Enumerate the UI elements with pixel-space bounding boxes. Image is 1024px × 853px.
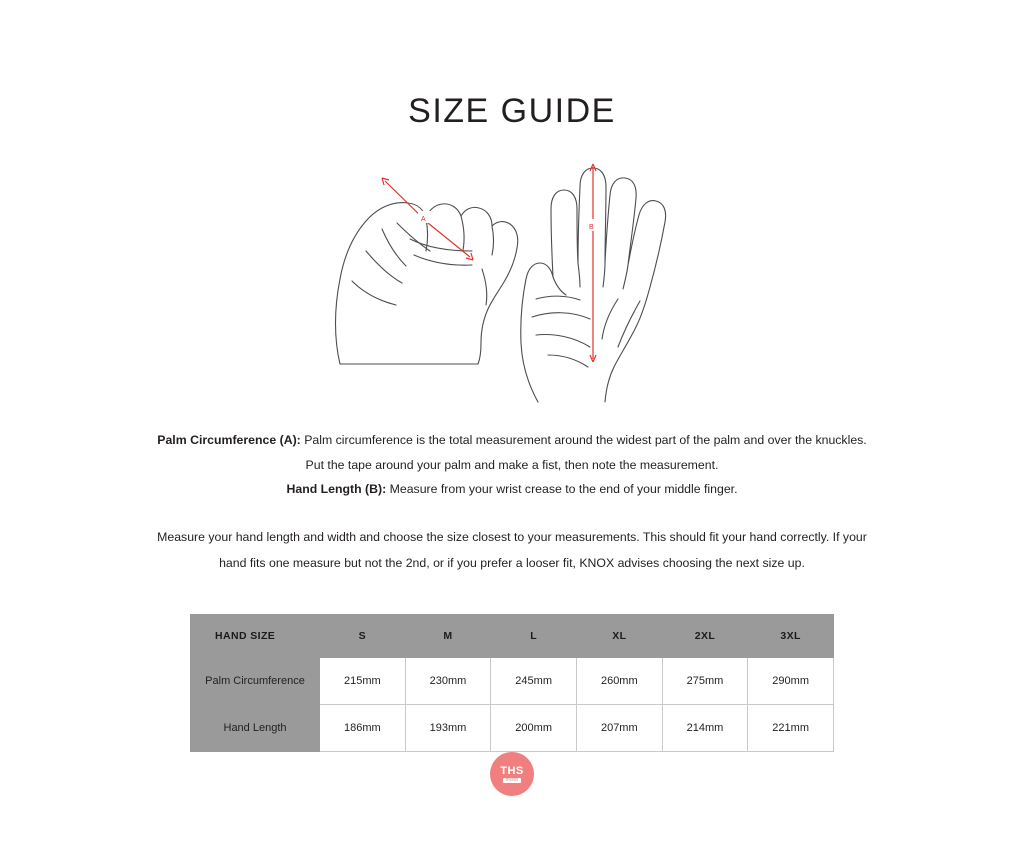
- size-table-body: [191, 657, 834, 751]
- instructions-block: [0, 428, 1024, 576]
- hand-diagram: [0, 159, 1024, 404]
- instruction-line-3: [0, 477, 1024, 502]
- table-header-s: S: [320, 614, 406, 657]
- row-label-palm-circumference: Palm Circumference: [191, 657, 320, 704]
- instruction-line-2: Put the tape around your palm and make a fist, then note the measurement.: [305, 457, 719, 472]
- cell-palm-s: 215mm: [320, 657, 406, 704]
- table-header-l: L: [491, 614, 577, 657]
- cell-palm-2xl: 275mm: [662, 657, 748, 704]
- ths-moto-logo: [490, 752, 534, 796]
- logo-sub-text: moto: [505, 776, 519, 783]
- cell-length-2xl: 214mm: [662, 704, 748, 751]
- cell-palm-3xl: 290mm: [748, 657, 834, 704]
- cell-palm-xl: 260mm: [576, 657, 662, 704]
- table-header-m: M: [405, 614, 491, 657]
- size-table: [190, 614, 834, 752]
- page-title: SIZE GUIDE: [408, 92, 616, 130]
- cell-length-m: 193mm: [405, 704, 491, 751]
- size-table-container: [190, 614, 834, 752]
- instruction-line-1-bold: Palm Circumference (A):: [157, 433, 301, 447]
- cell-length-3xl: 221mm: [748, 704, 834, 751]
- cell-palm-l: 245mm: [491, 657, 577, 704]
- label-b: B: [589, 224, 594, 231]
- instruction-line-3-text: Measure from your wrist crease to the end of your middle finger.: [386, 482, 738, 496]
- table-header-3xl: 3XL: [748, 614, 834, 657]
- instruction-line-3-bold: Hand Length (B):: [286, 482, 387, 496]
- table-header-xl: XL: [576, 614, 662, 657]
- table-row: [191, 704, 834, 751]
- instruction-paragraph-2: Measure your hand length and width and choose the size closest to your measurements. This should fit your hand correctly. If your hand fits one measure but not the 2nd, or if you prefer a looser fit, KNOX advises choosing the next size up.: [157, 529, 867, 570]
- row-label-hand-length: Hand Length: [191, 704, 320, 751]
- cell-length-xl: 207mm: [576, 704, 662, 751]
- label-a: A: [421, 216, 426, 223]
- table-row: [191, 657, 834, 704]
- table-header-row: [191, 614, 834, 657]
- instruction-line-1-text: Palm circumference is the total measurement around the widest part of the palm and over the knuckles.: [300, 433, 867, 447]
- cell-length-s: 186mm: [320, 704, 406, 751]
- size-table-head: [191, 614, 834, 657]
- cell-length-l: 200mm: [491, 704, 577, 751]
- table-header-2xl: 2XL: [662, 614, 748, 657]
- instruction-line-1: [132, 428, 892, 453]
- table-header-hand-size: HAND SIZE: [191, 614, 320, 657]
- logo-main-text: THS: [500, 764, 524, 777]
- hands-illustration: [322, 159, 702, 404]
- cell-palm-m: 230mm: [405, 657, 491, 704]
